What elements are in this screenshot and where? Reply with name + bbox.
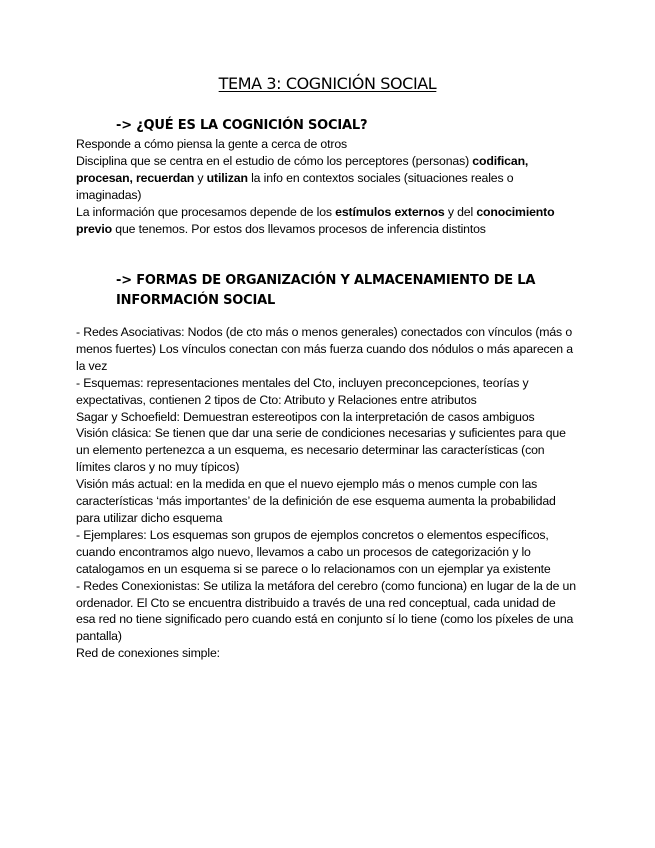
text-run: que tenemos. Por estos dos llevamos procesos de inferencia distintos (112, 221, 486, 236)
bold-text: estímulos externos (335, 204, 445, 219)
text-run: y del (444, 204, 477, 219)
section-body-cognicion-social (76, 136, 576, 237)
paragraph: Visión más actual: en la medida en que el nuevo ejemplo más o menos cumple con las características ‘más importantes’ de la definición de ese esquema aumenta la probabilidad para utilizar dicho esquema (76, 477, 556, 525)
text-run: la info en contextos sociales (situaciones reales o imaginadas) (76, 170, 514, 202)
bold-text: conocimiento previo (76, 204, 555, 236)
text-run: y (194, 170, 207, 185)
paragraph: Responde a cómo piensa la gente a cerca de otros (76, 137, 348, 151)
paragraph: - Redes Asociativas: Nodos (de cto más o menos generales) conectados con vínculos (más o menos fuertes) Los vínculos conectan con más fuerza cuando dos nódulos o más aparecen a la vez (76, 325, 573, 373)
paragraph: Red de conexiones simple: (76, 646, 220, 661)
text-run: Disciplina que se centra en el estudio de cómo los perceptores (personas) (76, 153, 473, 168)
paragraph: Visión clásica: Se tienen que dar una serie de condiciones necesarias y suficientes para que un elemento pertenezca a un esquema, es necesario determinar las características (con límites claros y no muy típicos) (76, 426, 566, 475)
paragraph: Sagar y Schoefield: Demuestran estereotipos con la interpretación de casos ambiguos (76, 409, 535, 424)
text-run: La información que procesamos depende de los (76, 204, 336, 219)
bold-text: codifican, procesan, recuerdan (76, 153, 529, 185)
section-body-formas-organizacion (76, 324, 576, 662)
page-title: TEMA 3: COGNICIÓN SOCIAL (218, 74, 437, 93)
paragraph: - Redes Conexionistas: Se utiliza la metáfora del cerebro (como funciona) en lugar de la de un ordenador. El Cto se encuentra distribuido a través de una red conceptual, cada unidad de esa red no tiene significado pero cuando está en conjunto sí lo tiene (como los píxeles de una pantalla) (76, 578, 576, 644)
paragraph: - Ejemplares: Los esquemas son grupos de ejemplos concretos o elementos específicos, cuando encontramos algo nuevo, llevamos a cabo un procesos de categorización y lo catalogamos en un esquema si se parece o lo relacionamos con un ejemplar ya existente (76, 527, 551, 576)
section-heading-cognicion-social: -> ¿QUÉ ES LA COGNICIÓN SOCIAL? (116, 118, 368, 133)
paragraph (76, 153, 576, 204)
bold-text: utilizan (206, 170, 248, 185)
paragraph (76, 204, 576, 238)
section-heading-formas-organizacion: -> FORMAS DE ORGANIZACIÓN Y ALMACENAMIENTO DE LA INFORMACIÓN SOCIAL (116, 273, 536, 308)
paragraph: - Esquemas: representaciones mentales del Cto, incluyen preconcepciones, teorías y expectativas, contienen 2 tipos de Cto: Atributo y Relaciones entre atributos (76, 375, 529, 407)
